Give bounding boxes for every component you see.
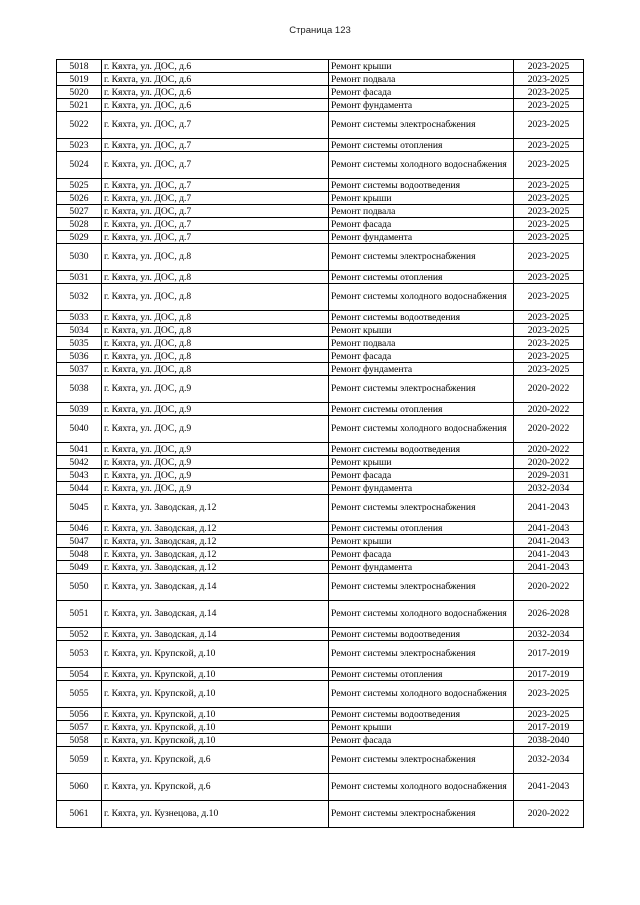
row-number-cell: 5031 <box>57 271 102 284</box>
years-cell: 2023-2025 <box>514 350 584 363</box>
table-row <box>57 548 584 561</box>
table-row <box>57 324 584 337</box>
address-cell: г. Кяхта, ул. ДОС, д.8 <box>102 324 329 337</box>
address-cell: г. Кяхта, ул. Крупской, д.6 <box>102 747 329 774</box>
row-number-cell: 5023 <box>57 139 102 152</box>
address-cell: г. Кяхта, ул. ДОС, д.7 <box>102 192 329 205</box>
row-number-cell: 5052 <box>57 628 102 641</box>
table-row <box>57 218 584 231</box>
work-type-cell: Ремонт системы электроснабжения <box>329 376 514 403</box>
row-number-cell: 5040 <box>57 416 102 443</box>
work-type-cell: Ремонт крыши <box>329 535 514 548</box>
address-cell: г. Кяхта, ул. ДОС, д.7 <box>102 112 329 139</box>
row-number-cell: 5060 <box>57 774 102 801</box>
table-row <box>57 179 584 192</box>
table-row <box>57 801 584 828</box>
table-row <box>57 721 584 734</box>
table-row <box>57 734 584 747</box>
years-cell: 2023-2025 <box>514 284 584 311</box>
table-row <box>57 376 584 403</box>
work-type-cell: Ремонт системы электроснабжения <box>329 112 514 139</box>
address-cell: г. Кяхта, ул. Крупской, д.10 <box>102 681 329 708</box>
table-row <box>57 192 584 205</box>
table-row <box>57 403 584 416</box>
years-cell: 2020-2022 <box>514 574 584 601</box>
work-type-cell: Ремонт крыши <box>329 721 514 734</box>
work-type-cell: Ремонт системы холодного водоснабжения <box>329 681 514 708</box>
work-type-cell: Ремонт крыши <box>329 60 514 73</box>
years-cell: 2023-2025 <box>514 205 584 218</box>
work-type-cell: Ремонт фундамента <box>329 561 514 574</box>
years-cell: 2032-2034 <box>514 482 584 495</box>
table-row <box>57 456 584 469</box>
work-type-cell: Ремонт подвала <box>329 73 514 86</box>
row-number-cell: 5038 <box>57 376 102 403</box>
table-row <box>57 311 584 324</box>
table-row <box>57 641 584 668</box>
table-row <box>57 350 584 363</box>
row-number-cell: 5050 <box>57 574 102 601</box>
address-cell: г. Кяхта, ул. ДОС, д.7 <box>102 139 329 152</box>
row-number-cell: 5022 <box>57 112 102 139</box>
work-type-cell: Ремонт системы водоотведения <box>329 179 514 192</box>
work-type-cell: Ремонт системы электроснабжения <box>329 574 514 601</box>
row-number-cell: 5058 <box>57 734 102 747</box>
row-number-cell: 5034 <box>57 324 102 337</box>
years-cell: 2023-2025 <box>514 324 584 337</box>
work-type-cell: Ремонт системы отопления <box>329 522 514 535</box>
row-number-cell: 5028 <box>57 218 102 231</box>
address-cell: г. Кяхта, ул. Крупской, д.10 <box>102 641 329 668</box>
table-row <box>57 363 584 376</box>
years-cell: 2023-2025 <box>514 231 584 244</box>
address-cell: г. Кяхта, ул. ДОС, д.8 <box>102 363 329 376</box>
years-cell: 2020-2022 <box>514 443 584 456</box>
table-row <box>57 601 584 628</box>
row-number-cell: 5047 <box>57 535 102 548</box>
work-type-cell: Ремонт системы электроснабжения <box>329 747 514 774</box>
years-cell: 2023-2025 <box>514 708 584 721</box>
row-number-cell: 5044 <box>57 482 102 495</box>
work-type-cell: Ремонт крыши <box>329 324 514 337</box>
table-row <box>57 205 584 218</box>
address-cell: г. Кяхта, ул. ДОС, д.8 <box>102 337 329 350</box>
table-row <box>57 535 584 548</box>
table-row <box>57 112 584 139</box>
address-cell: г. Кяхта, ул. Крупской, д.10 <box>102 708 329 721</box>
work-type-cell: Ремонт системы холодного водоснабжения <box>329 152 514 179</box>
years-cell: 2041-2043 <box>514 561 584 574</box>
table-row <box>57 271 584 284</box>
row-number-cell: 5045 <box>57 495 102 522</box>
address-cell: г. Кяхта, ул. ДОС, д.6 <box>102 99 329 112</box>
work-type-cell: Ремонт системы электроснабжения <box>329 495 514 522</box>
work-type-cell: Ремонт системы электроснабжения <box>329 244 514 271</box>
address-cell: г. Кяхта, ул. Заводская, д.14 <box>102 628 329 641</box>
table-row <box>57 139 584 152</box>
years-cell: 2041-2043 <box>514 774 584 801</box>
address-cell: г. Кяхта, ул. Крупской, д.10 <box>102 734 329 747</box>
work-type-cell: Ремонт фасада <box>329 350 514 363</box>
table-row <box>57 99 584 112</box>
row-number-cell: 5021 <box>57 99 102 112</box>
table-row <box>57 244 584 271</box>
years-cell: 2041-2043 <box>514 535 584 548</box>
work-type-cell: Ремонт фундамента <box>329 231 514 244</box>
row-number-cell: 5053 <box>57 641 102 668</box>
work-type-cell: Ремонт фасада <box>329 86 514 99</box>
address-cell: г. Кяхта, ул. Заводская, д.12 <box>102 535 329 548</box>
work-type-cell: Ремонт системы холодного водоснабжения <box>329 601 514 628</box>
years-cell: 2017-2019 <box>514 721 584 734</box>
row-number-cell: 5020 <box>57 86 102 99</box>
address-cell: г. Кяхта, ул. ДОС, д.8 <box>102 284 329 311</box>
years-cell: 2023-2025 <box>514 179 584 192</box>
table-row <box>57 337 584 350</box>
years-cell: 2026-2028 <box>514 601 584 628</box>
address-cell: г. Кяхта, ул. ДОС, д.7 <box>102 205 329 218</box>
work-type-cell: Ремонт фасада <box>329 469 514 482</box>
years-cell: 2017-2019 <box>514 641 584 668</box>
years-cell: 2023-2025 <box>514 681 584 708</box>
row-number-cell: 5019 <box>57 73 102 86</box>
works-table <box>56 59 584 828</box>
work-type-cell: Ремонт фасада <box>329 548 514 561</box>
work-type-cell: Ремонт фасада <box>329 218 514 231</box>
address-cell: г. Кяхта, ул. Заводская, д.14 <box>102 601 329 628</box>
years-cell: 2032-2034 <box>514 747 584 774</box>
work-type-cell: Ремонт фундамента <box>329 482 514 495</box>
work-type-cell: Ремонт фасада <box>329 734 514 747</box>
address-cell: г. Кяхта, ул. ДОС, д.7 <box>102 152 329 179</box>
years-cell: 2023-2025 <box>514 139 584 152</box>
work-type-cell: Ремонт фундамента <box>329 99 514 112</box>
address-cell: г. Кяхта, ул. ДОС, д.7 <box>102 231 329 244</box>
years-cell: 2023-2025 <box>514 86 584 99</box>
address-cell: г. Кяхта, ул. Заводская, д.12 <box>102 548 329 561</box>
years-cell: 2023-2025 <box>514 244 584 271</box>
work-type-cell: Ремонт системы холодного водоснабжения <box>329 774 514 801</box>
years-cell: 2023-2025 <box>514 337 584 350</box>
years-cell: 2020-2022 <box>514 416 584 443</box>
row-number-cell: 5035 <box>57 337 102 350</box>
row-number-cell: 5027 <box>57 205 102 218</box>
work-type-cell: Ремонт системы электроснабжения <box>329 801 514 828</box>
row-number-cell: 5033 <box>57 311 102 324</box>
years-cell: 2020-2022 <box>514 801 584 828</box>
row-number-cell: 5030 <box>57 244 102 271</box>
table-row <box>57 522 584 535</box>
address-cell: г. Кяхта, ул. ДОС, д.9 <box>102 403 329 416</box>
table-row <box>57 681 584 708</box>
address-cell: г. Кяхта, ул. ДОС, д.6 <box>102 60 329 73</box>
row-number-cell: 5026 <box>57 192 102 205</box>
row-number-cell: 5018 <box>57 60 102 73</box>
table-row <box>57 469 584 482</box>
years-cell: 2023-2025 <box>514 271 584 284</box>
years-cell: 2029-2031 <box>514 469 584 482</box>
address-cell: г. Кяхта, ул. ДОС, д.9 <box>102 482 329 495</box>
table-row <box>57 774 584 801</box>
work-type-cell: Ремонт крыши <box>329 192 514 205</box>
address-cell: г. Кяхта, ул. ДОС, д.9 <box>102 376 329 403</box>
work-type-cell: Ремонт системы отопления <box>329 403 514 416</box>
address-cell: г. Кяхта, ул. ДОС, д.9 <box>102 456 329 469</box>
address-cell: г. Кяхта, ул. ДОС, д.6 <box>102 73 329 86</box>
address-cell: г. Кяхта, ул. ДОС, д.8 <box>102 271 329 284</box>
work-type-cell: Ремонт подвала <box>329 205 514 218</box>
table-row <box>57 73 584 86</box>
work-type-cell: Ремонт системы отопления <box>329 271 514 284</box>
table-row <box>57 495 584 522</box>
address-cell: г. Кяхта, ул. Заводская, д.12 <box>102 495 329 522</box>
table-row <box>57 668 584 681</box>
table-row <box>57 574 584 601</box>
years-cell: 2023-2025 <box>514 311 584 324</box>
work-type-cell: Ремонт системы холодного водоснабжения <box>329 284 514 311</box>
work-type-cell: Ремонт крыши <box>329 456 514 469</box>
years-cell: 2038-2040 <box>514 734 584 747</box>
row-number-cell: 5042 <box>57 456 102 469</box>
page-title: Страница 123 <box>289 25 351 36</box>
row-number-cell: 5046 <box>57 522 102 535</box>
address-cell: г. Кяхта, ул. ДОС, д.8 <box>102 350 329 363</box>
row-number-cell: 5049 <box>57 561 102 574</box>
row-number-cell: 5039 <box>57 403 102 416</box>
works-table-body <box>57 60 584 828</box>
address-cell: г. Кяхта, ул. Крупской, д.6 <box>102 774 329 801</box>
work-type-cell: Ремонт системы водоотведения <box>329 628 514 641</box>
row-number-cell: 5037 <box>57 363 102 376</box>
address-cell: г. Кяхта, ул. ДОС, д.8 <box>102 311 329 324</box>
work-type-cell: Ремонт системы отопления <box>329 668 514 681</box>
table-row <box>57 628 584 641</box>
row-number-cell: 5025 <box>57 179 102 192</box>
work-type-cell: Ремонт системы электроснабжения <box>329 641 514 668</box>
years-cell: 2020-2022 <box>514 403 584 416</box>
work-type-cell: Ремонт системы отопления <box>329 139 514 152</box>
years-cell: 2023-2025 <box>514 218 584 231</box>
row-number-cell: 5024 <box>57 152 102 179</box>
row-number-cell: 5059 <box>57 747 102 774</box>
row-number-cell: 5043 <box>57 469 102 482</box>
table-row <box>57 60 584 73</box>
years-cell: 2041-2043 <box>514 495 584 522</box>
address-cell: г. Кяхта, ул. Заводская, д.14 <box>102 574 329 601</box>
row-number-cell: 5036 <box>57 350 102 363</box>
table-row <box>57 231 584 244</box>
table-row <box>57 152 584 179</box>
address-cell: г. Кяхта, ул. Заводская, д.12 <box>102 561 329 574</box>
row-number-cell: 5051 <box>57 601 102 628</box>
years-cell: 2017-2019 <box>514 668 584 681</box>
row-number-cell: 5056 <box>57 708 102 721</box>
years-cell: 2023-2025 <box>514 73 584 86</box>
address-cell: г. Кяхта, ул. ДОС, д.8 <box>102 244 329 271</box>
table-row <box>57 561 584 574</box>
address-cell: г. Кяхта, ул. ДОС, д.6 <box>102 86 329 99</box>
years-cell: 2041-2043 <box>514 548 584 561</box>
row-number-cell: 5054 <box>57 668 102 681</box>
years-cell: 2041-2043 <box>514 522 584 535</box>
address-cell: г. Кяхта, ул. Кузнецова, д.10 <box>102 801 329 828</box>
address-cell: г. Кяхта, ул. Заводская, д.12 <box>102 522 329 535</box>
row-number-cell: 5041 <box>57 443 102 456</box>
row-number-cell: 5029 <box>57 231 102 244</box>
row-number-cell: 5032 <box>57 284 102 311</box>
years-cell: 2020-2022 <box>514 376 584 403</box>
years-cell: 2023-2025 <box>514 152 584 179</box>
table-row <box>57 86 584 99</box>
address-cell: г. Кяхта, ул. ДОС, д.9 <box>102 443 329 456</box>
address-cell: г. Кяхта, ул. ДОС, д.9 <box>102 469 329 482</box>
work-type-cell: Ремонт фундамента <box>329 363 514 376</box>
table-row <box>57 747 584 774</box>
years-cell: 2023-2025 <box>514 192 584 205</box>
row-number-cell: 5057 <box>57 721 102 734</box>
work-type-cell: Ремонт системы водоотведения <box>329 311 514 324</box>
work-type-cell: Ремонт системы водоотведения <box>329 443 514 456</box>
years-cell: 2023-2025 <box>514 363 584 376</box>
address-cell: г. Кяхта, ул. ДОС, д.9 <box>102 416 329 443</box>
table-row <box>57 708 584 721</box>
address-cell: г. Кяхта, ул. ДОС, д.7 <box>102 179 329 192</box>
years-cell: 2023-2025 <box>514 99 584 112</box>
table-row <box>57 284 584 311</box>
table-row <box>57 416 584 443</box>
years-cell: 2032-2034 <box>514 628 584 641</box>
work-type-cell: Ремонт системы холодного водоснабжения <box>329 416 514 443</box>
work-type-cell: Ремонт подвала <box>329 337 514 350</box>
row-number-cell: 5061 <box>57 801 102 828</box>
table-row <box>57 443 584 456</box>
years-cell: 2023-2025 <box>514 112 584 139</box>
years-cell: 2020-2022 <box>514 456 584 469</box>
address-cell: г. Кяхта, ул. Крупской, д.10 <box>102 668 329 681</box>
row-number-cell: 5055 <box>57 681 102 708</box>
table-row <box>57 482 584 495</box>
years-cell: 2023-2025 <box>514 60 584 73</box>
address-cell: г. Кяхта, ул. Крупской, д.10 <box>102 721 329 734</box>
row-number-cell: 5048 <box>57 548 102 561</box>
work-type-cell: Ремонт системы водоотведения <box>329 708 514 721</box>
address-cell: г. Кяхта, ул. ДОС, д.7 <box>102 218 329 231</box>
